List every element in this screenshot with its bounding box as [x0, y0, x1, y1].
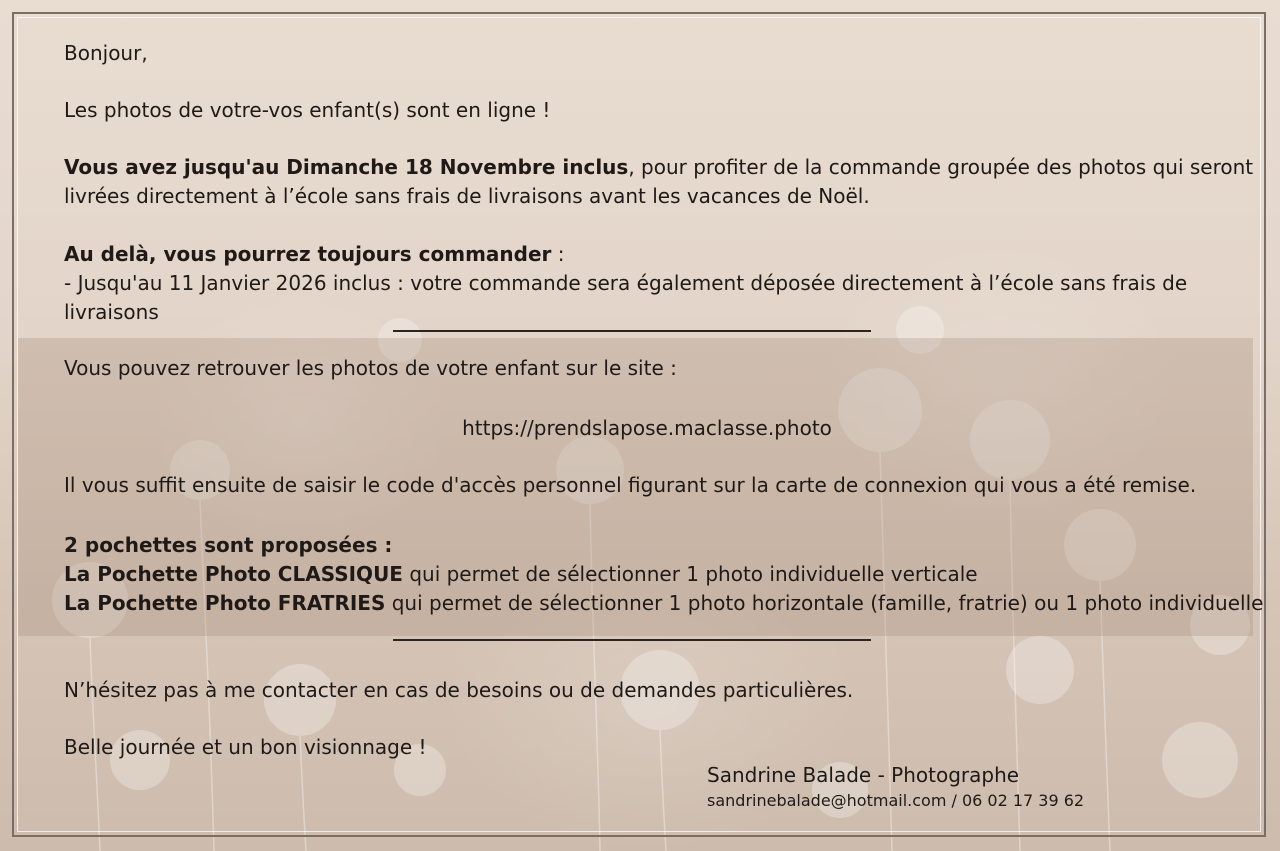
after-heading — [64, 240, 565, 269]
after-line-1: - Jusqu'au 11 Janvier 2026 inclus : votre commande sera également déposée directement à l’école sans frais de — [64, 271, 1188, 295]
after-rest: : — [551, 242, 565, 266]
after-bold: Au delà, vous pourrez toujours commander — [64, 242, 552, 266]
deadline-line-2: livrées directement à l’école sans frais de livraisons avant les vacances de Noël. — [64, 184, 870, 208]
signature-name: Sandrine Balade - Photographe — [707, 763, 1020, 787]
site-url-link[interactable]: https://prendslapose.maclasse.photo — [462, 416, 832, 440]
contact-text: N’hésitez pas à me contacter en cas de besoins ou de demandes particulières. — [64, 678, 854, 702]
divider-top — [393, 330, 871, 332]
deadline-bold: Vous avez jusqu'au Dimanche 18 Novembre inclus — [64, 155, 629, 179]
pochettes-title-bold: 2 pochettes sont proposées : — [64, 533, 393, 557]
divider-bottom — [393, 639, 871, 641]
pochette-classique — [64, 560, 978, 589]
wish-text: Belle journée et un bon visionnage ! — [64, 735, 427, 759]
find-photos-text: Vous pouvez retrouver les photos de votre enfant sur le site : — [64, 356, 677, 380]
signature-contact[interactable]: sandrinebalade@hotmail.com / 06 02 17 39 62 — [707, 791, 1085, 810]
classique-rest: qui permet de sélectionner 1 photo individuelle verticale — [402, 562, 978, 586]
intro-text: Les photos de votre-vos enfant(s) sont en ligne ! — [64, 98, 551, 122]
access-code-text: Il vous suffit ensuite de saisir le code d'accès personnel figurant sur la carte de connexion qui vous a été remise. — [64, 473, 1197, 497]
fratries-rest: qui permet de sélectionner 1 photo horizontale (famille, fratrie) ou 1 photo individuelle — [385, 591, 1264, 615]
after-line-2: livraisons — [64, 300, 159, 324]
pochette-fratries — [64, 589, 1263, 618]
deadline-rest: , pour profiter de la commande groupée des photos qui seront — [628, 155, 1254, 179]
greeting: Bonjour, — [64, 41, 148, 65]
fratries-bold: La Pochette Photo FRATRIES — [64, 591, 386, 615]
deadline-line-1 — [64, 153, 1253, 182]
classique-bold: La Pochette Photo CLASSIQUE — [64, 562, 403, 586]
pochettes-title — [64, 531, 392, 560]
